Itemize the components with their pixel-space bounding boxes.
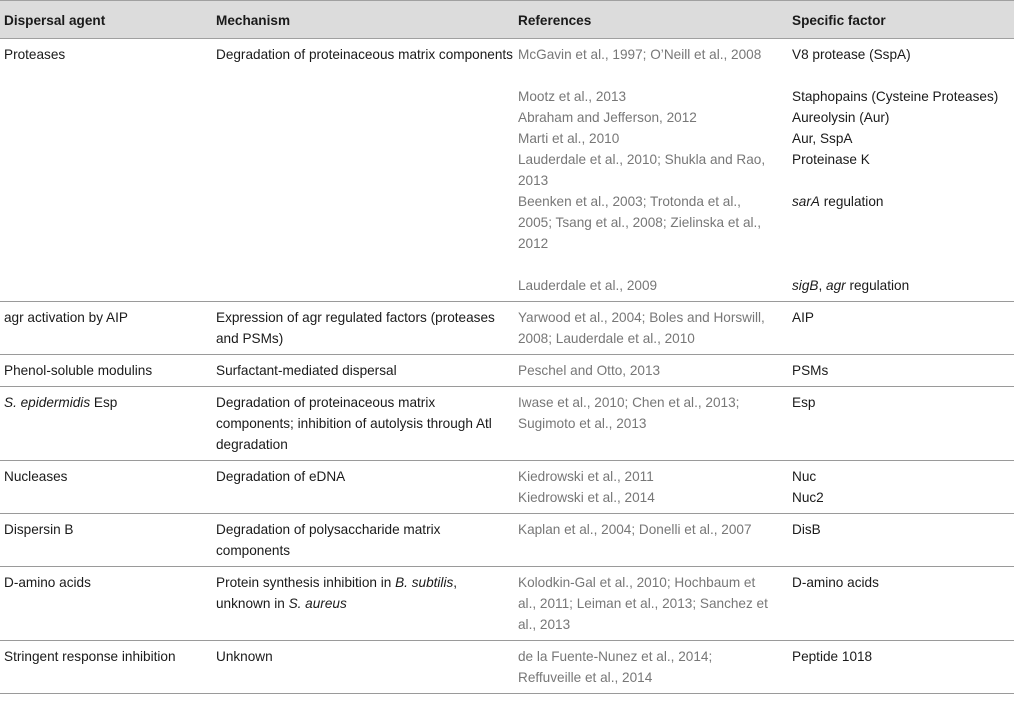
cell-specific-factor: D-amino acids — [788, 567, 1014, 641]
reference-entry: Kaplan et al., 2004; Donelli et al., 2007 — [518, 522, 752, 537]
table-row — [0, 355, 1014, 387]
cell-agent: Nucleases — [0, 461, 212, 514]
factor-entry: Proteinase K — [792, 152, 870, 167]
cell-references — [514, 302, 788, 355]
cell-mechanism: Protein synthesis inhibition in B. subtilis, unknown in S. aureus — [212, 567, 514, 641]
cell-specific-factor: PSMs — [788, 355, 1014, 387]
reference-entry: Kiedrowski et al., 2011 — [518, 469, 654, 484]
reference-entry: Beenken et al., 2003; Trotonda et al., 2005; Tsang et al., 2008; Zielinska et al., 2012 — [518, 194, 762, 251]
cell-specific-factor: DisB — [788, 514, 1014, 567]
cell-agent: Proteases — [0, 39, 212, 302]
header-references: References — [514, 1, 788, 39]
cell-mechanism: Degradation of polysaccharide matrix components — [212, 514, 514, 567]
factor-entry: Nuc — [792, 469, 817, 484]
cell-mechanism: Degradation of proteinaceous matrix components — [212, 39, 514, 302]
reference-entry: Marti et al., 2010 — [518, 131, 620, 146]
factor-entry: sarA regulation — [792, 194, 884, 209]
cell-agent: D-amino acids — [0, 567, 212, 641]
cell-references — [514, 355, 788, 387]
reference-entry: Yarwood et al., 2004; Boles and Horswill, 2008; Lauderdale et al., 2010 — [518, 310, 765, 346]
reference-entry: Kolodkin-Gal et al., 2010; Hochbaum et al., 2011; Leiman et al., 2013; Sanchez et al., 2013 — [518, 575, 768, 632]
cell-references — [514, 567, 788, 641]
reference-entry: Abraham and Jefferson, 2012 — [518, 110, 697, 125]
table-row — [0, 302, 1014, 355]
cell-agent: Dispersin B — [0, 514, 212, 567]
reference-entry: Mootz et al., 2013 — [518, 89, 627, 104]
cell-mechanism: Expression of agr regulated factors (proteases and PSMs) — [212, 302, 514, 355]
cell-references — [514, 641, 788, 694]
cell-mechanism: Surfactant-mediated dispersal — [212, 355, 514, 387]
cell-references — [514, 461, 788, 514]
table-row — [0, 387, 1014, 461]
table-row — [0, 567, 1014, 641]
cell-references — [514, 514, 788, 567]
cell-agent: agr activation by AIP — [0, 302, 212, 355]
reference-entry: Lauderdale et al., 2009 — [518, 278, 658, 293]
factor-entry: Staphopains (Cysteine Proteases) — [792, 89, 999, 104]
cell-agent: Stringent response inhibition — [0, 641, 212, 694]
cell-mechanism: Degradation of proteinaceous matrix components; inhibition of autolysis through Atl degradation — [212, 387, 514, 461]
reference-entry: Peschel and Otto, 2013 — [518, 363, 661, 378]
cell-specific-factor — [788, 461, 1014, 514]
cell-specific-factor: Esp — [788, 387, 1014, 461]
cell-agent: S. epidermidis Esp — [0, 387, 212, 461]
reference-entry: Lauderdale et al., 2010; Shukla and Rao, 2013 — [518, 152, 766, 188]
reference-entry: McGavin et al., 1997; O’Neill et al., 2008 — [518, 47, 762, 62]
table-row — [0, 514, 1014, 567]
cell-specific-factor: AIP — [788, 302, 1014, 355]
cell-mechanism: Degradation of eDNA — [212, 461, 514, 514]
header-dispersal-agent: Dispersal agent — [0, 1, 212, 39]
cell-specific-factor: Peptide 1018 — [788, 641, 1014, 694]
cell-agent: Phenol-soluble modulins — [0, 355, 212, 387]
factor-entry: sigB, agr regulation — [792, 278, 910, 293]
factor-entry: Nuc2 — [792, 490, 824, 505]
factor-entry: Aureolysin (Aur) — [792, 110, 890, 125]
reference-entry: Iwase et al., 2010; Chen et al., 2013; Sugimoto et al., 2013 — [518, 395, 740, 431]
cell-mechanism: Unknown — [212, 641, 514, 694]
cell-specific-factor — [788, 39, 1014, 302]
table-row — [0, 461, 1014, 514]
cell-references — [514, 387, 788, 461]
reference-entry: de la Fuente-Nunez et al., 2014; Reffuveille et al., 2014 — [518, 649, 713, 685]
header-specific-factor: Specific factor — [788, 1, 1014, 39]
table-row — [0, 39, 1014, 302]
factor-entry: V8 protease (SspA) — [792, 47, 911, 62]
reference-entry: Kiedrowski et al., 2014 — [518, 490, 655, 505]
factor-entry: Aur, SspA — [792, 131, 853, 146]
header-mechanism: Mechanism — [212, 1, 514, 39]
table-row — [0, 641, 1014, 694]
table-header-row — [0, 1, 1014, 39]
cell-references — [514, 39, 788, 302]
